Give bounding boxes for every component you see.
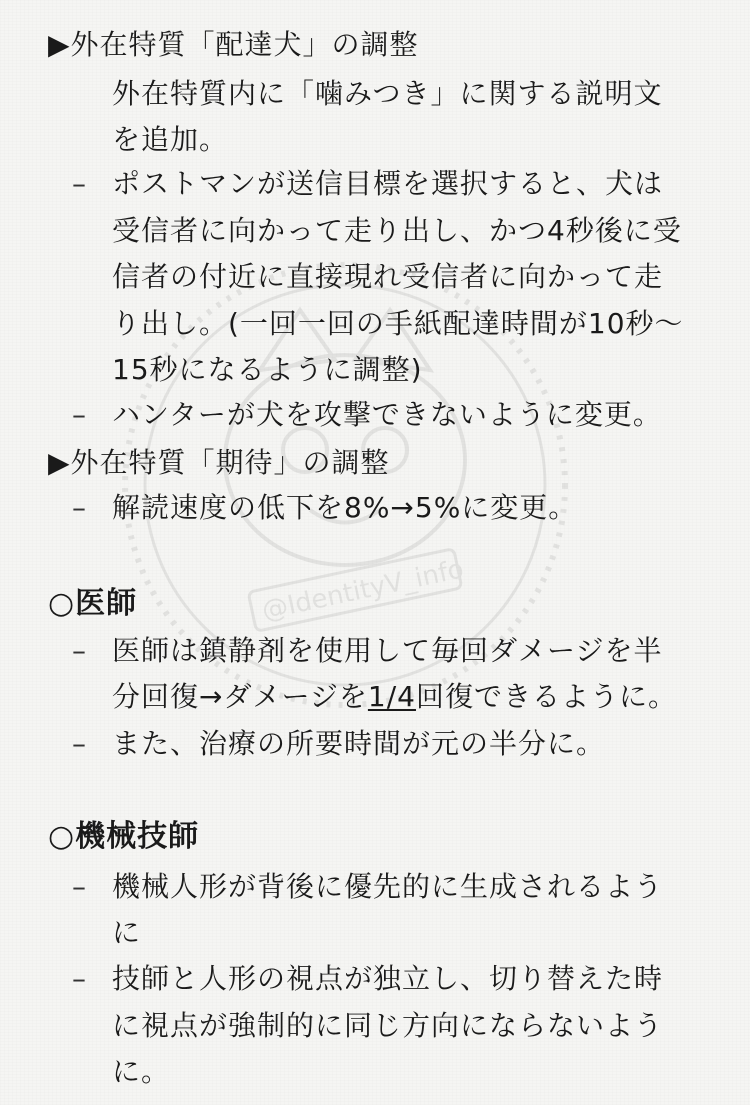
doctor-item1-line-2-post: 回復できるように。: [415, 680, 677, 713]
heading-expectation: ▶外在特質「期待」の調整: [48, 446, 390, 479]
watermark-text: @IdentityV_info: [259, 554, 467, 627]
bullet-dash: –: [72, 398, 86, 431]
postman-item1-line-5: 15秒になるように調整): [112, 353, 423, 386]
postman-intro-line-1: 外在特質内に「噛みつき」に関する説明文: [112, 77, 663, 110]
doctor-item1-underlined-value: 1/4: [367, 680, 416, 713]
postman-item2-line-1: ハンターが犬を攻撃できないように変更。: [112, 398, 662, 431]
heading-postman-dog: ▶外在特質「配達犬」の調整: [48, 28, 419, 61]
mechanic-item2-line-3: に。: [112, 1055, 171, 1088]
postman-intro-line-2: を追加。: [112, 123, 229, 156]
bullet-dash: –: [72, 962, 86, 995]
section-title-mechanic: ○機械技師: [48, 819, 200, 854]
bullet-dash: –: [72, 634, 86, 667]
mechanic-item1-line-2: に: [112, 916, 142, 949]
bullet-dash: –: [72, 167, 86, 200]
doctor-item1-line-1: 医師は鎮静剤を使用して毎回ダメージを半: [112, 634, 663, 667]
expectation-item1-line-1: 解読速度の低下を8%→5%に変更。: [112, 491, 578, 524]
mechanic-item1-line-1: 機械人形が背後に優先的に生成されるよう: [112, 870, 664, 903]
bullet-dash: –: [72, 491, 86, 524]
doctor-item1-line-2: [112, 679, 677, 715]
mechanic-item2-line-1: 技師と人形の視点が独立し、切り替えた時: [112, 962, 664, 995]
postman-item1-line-1: ポストマンが送信目標を選択すると、犬は: [112, 167, 664, 200]
postman-item1-line-3: 信者の付近に直接現れ受信者に向かって走: [112, 260, 664, 293]
mechanic-item2-line-2: に視点が強制的に同じ方向にならないよう: [112, 1009, 664, 1042]
doctor-item1-line-2-pre: 分回復→ダメージを: [112, 680, 368, 713]
bullet-dash: –: [72, 870, 86, 903]
postman-item1-line-4: り出し。(一回一回の手紙配達時間が10秒〜: [112, 307, 684, 340]
bullet-dash: –: [72, 727, 86, 760]
doctor-item2-line-1: また、治療の所要時間が元の半分に。: [112, 727, 606, 760]
section-title-doctor: ○医師: [48, 586, 138, 621]
postman-item1-line-2: 受信者に向かって走り出し、かつ4秒後に受: [112, 214, 682, 247]
